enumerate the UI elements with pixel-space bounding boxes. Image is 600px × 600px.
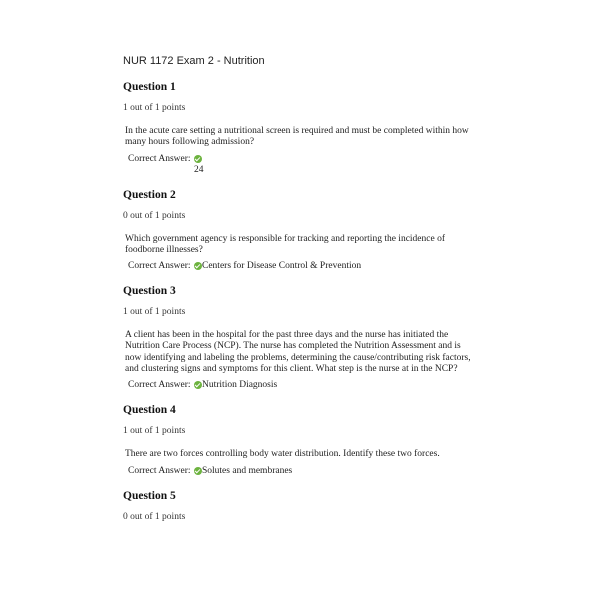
question-heading: Question 1 [123,81,176,93]
question-4 [123,403,478,476]
check-icon [194,155,202,163]
question-text: A client has been in the hospital for the past three days and the nurse has initiated the Nutrition Care Process (NCP). The nurse has completed the Nutrition Assessment and is now identifying and labeling the problems, determining the cause/contributing risk factors, and clustering signs and symptoms for this client. What step is the nurse at in the NCP? [125,330,471,375]
answer-text: 24 [194,164,204,175]
question-3 [123,284,478,391]
question-points: 1 out of 1 points [123,307,186,318]
answer-text: Centers for Disease Control & Prevention [202,261,362,272]
question-points: 1 out of 1 points [123,426,186,437]
correct-answer [128,465,478,477]
question-1 [123,80,478,176]
question-heading: Question 3 [123,285,176,298]
correct-answer-label: Correct Answer: [128,380,191,391]
document [123,55,478,523]
correct-answer-label: Correct Answer: [128,465,191,476]
check-icon [194,262,202,270]
question-points: 0 out of 1 points [123,210,186,221]
question-5 [123,489,478,523]
question-points: 1 out of 1 points [123,103,186,113]
correct-answer [128,379,478,391]
correct-answer [128,153,478,176]
correct-answer [128,260,478,272]
correct-answer-label: Correct Answer: [128,153,191,164]
question-text: There are two forces controlling body water distribution. Identify these two forces. [125,449,440,460]
document-title: NUR 1172 Exam 2 - Nutrition [123,55,265,67]
question-text: In the acute care setting a nutritional screen is required and must be completed within how many hours following admission? [125,126,469,148]
answer-text: Nutrition Diagnosis [202,380,278,391]
question-points: 0 out of 1 points [123,511,186,522]
question-text: Which government agency is responsible for tracking and reporting the incidence of foodborne illnesses? [125,233,445,255]
check-icon [194,381,202,389]
question-2 [123,188,478,273]
question-heading: Question 4 [123,404,176,417]
question-heading: Question 2 [123,188,176,201]
check-icon [194,467,202,475]
correct-answer-label: Correct Answer: [128,261,191,272]
question-heading: Question 5 [123,489,176,502]
answer-text: Solutes and membranes [202,465,293,476]
